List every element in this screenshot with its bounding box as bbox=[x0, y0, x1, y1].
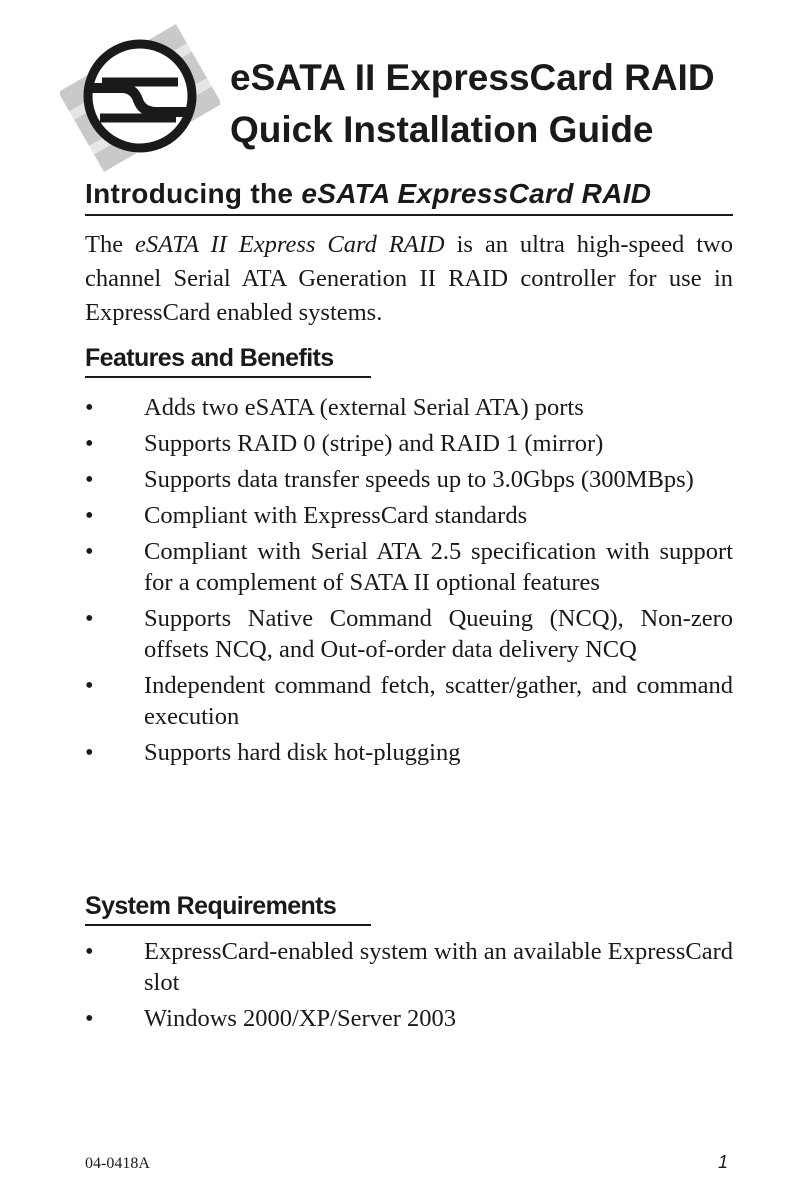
bullet-icon: • bbox=[85, 1005, 94, 1032]
list-item bbox=[85, 536, 733, 598]
list-item-text: Compliant with Serial ATA 2.5 specification with support for a complement of SATA II optional features bbox=[144, 538, 733, 596]
bullet-icon: • bbox=[85, 538, 94, 565]
bullet-icon: • bbox=[85, 672, 94, 699]
list-item bbox=[85, 936, 733, 998]
title-line-1: eSATA II ExpressCard RAID bbox=[230, 57, 715, 98]
system-requirements-heading: System Requirements bbox=[85, 892, 371, 926]
intro-heading-prefix: Introducing the bbox=[85, 178, 294, 209]
intro-para-prefix: The bbox=[85, 231, 124, 258]
list-item bbox=[85, 737, 733, 768]
features-list bbox=[85, 392, 733, 773]
list-item-text: Independent command fetch, scatter/gather, and command execution bbox=[144, 672, 733, 730]
list-item-text: Supports hard disk hot-plugging bbox=[144, 739, 461, 766]
features-heading: Features and Benefits bbox=[85, 344, 371, 378]
intro-heading bbox=[85, 178, 733, 216]
page-number: 1 bbox=[718, 1152, 729, 1172]
title-line-2: Quick Installation Guide bbox=[230, 109, 654, 150]
intro-heading-product: eSATA ExpressCard RAID bbox=[301, 178, 652, 209]
bullet-icon: • bbox=[85, 430, 94, 457]
list-item-text: Supports Native Command Queuing (NCQ), Non-zero offsets NCQ, and Out-of-order data delivery NCQ bbox=[144, 605, 733, 663]
system-requirements-list bbox=[85, 936, 733, 1039]
list-item-text: Compliant with ExpressCard standards bbox=[144, 502, 528, 529]
page-title bbox=[230, 52, 715, 156]
list-item-text: ExpressCard-enabled system with an available ExpressCard slot bbox=[144, 938, 733, 996]
list-item bbox=[85, 428, 733, 459]
list-item bbox=[85, 1003, 733, 1034]
intro-paragraph bbox=[85, 228, 733, 330]
intro-para-product: eSATA II Express Card RAID bbox=[135, 231, 445, 258]
list-item-text: Adds two eSATA (external Serial ATA) ports bbox=[144, 394, 584, 421]
list-item bbox=[85, 500, 733, 531]
bullet-icon: • bbox=[85, 739, 94, 766]
list-item bbox=[85, 392, 733, 423]
bullet-icon: • bbox=[85, 394, 94, 421]
list-item-text: Supports data transfer speeds up to 3.0Gbps (300MBps) bbox=[144, 466, 694, 493]
list-item-text: Windows 2000/XP/Server 2003 bbox=[144, 1005, 457, 1032]
intro-para-rest: is an ultra high-speed two channel Serial ATA Generation II RAID controller for use in ExpressCard enabled systems. bbox=[85, 231, 733, 326]
bullet-icon: • bbox=[85, 938, 94, 965]
list-item bbox=[85, 464, 733, 495]
bullet-icon: • bbox=[85, 502, 94, 529]
siig-logo bbox=[60, 18, 220, 178]
list-item bbox=[85, 670, 733, 732]
document-code: 04-0418A bbox=[85, 1155, 150, 1172]
bullet-icon: • bbox=[85, 466, 94, 493]
list-item bbox=[85, 603, 733, 665]
bullet-icon: • bbox=[85, 605, 94, 632]
list-item-text: Supports RAID 0 (stripe) and RAID 1 (mirror) bbox=[144, 430, 604, 457]
